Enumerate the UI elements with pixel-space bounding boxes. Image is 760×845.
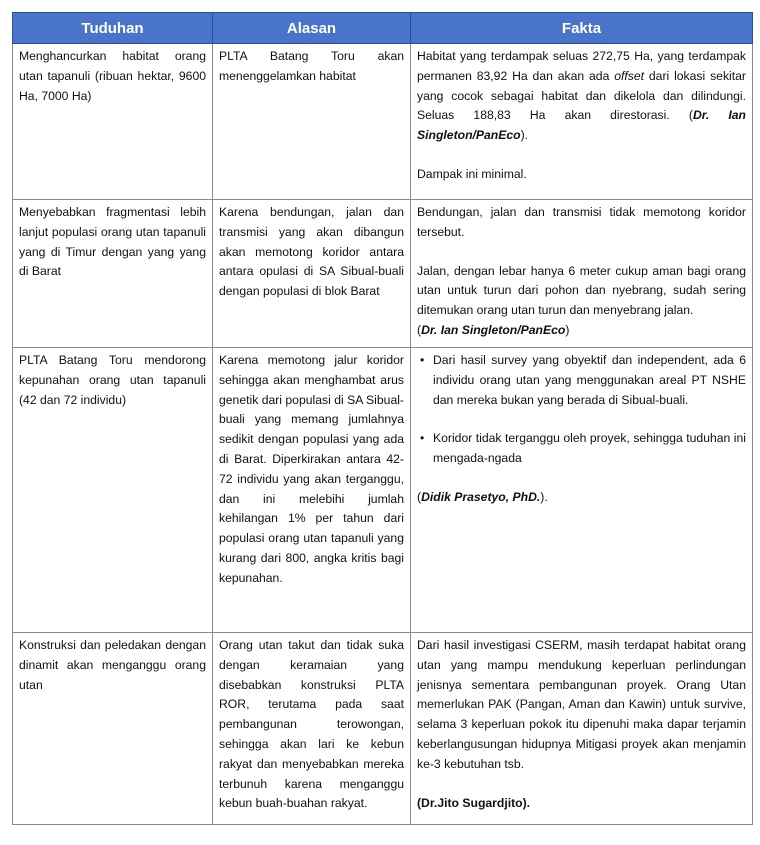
cell-fakta: [411, 44, 753, 200]
paren-open: (: [417, 322, 422, 337]
fakta-paragraph: [417, 47, 746, 146]
fakta-paragraph: Bendungan, jalan dan transmisi tidak memotong koridor tersebut.: [417, 205, 746, 239]
alasan-text: Karena bendungan, jalan dan transmisi yang akan dibangun akan memotong koridor antara antara opulasi di SA Sibual-buali dengan populasi di blok Barat: [219, 205, 404, 299]
cell-tuduhan: [13, 348, 213, 633]
fakta-paragraph: Dampak ini minimal.: [417, 166, 527, 181]
cell-tuduhan: [13, 633, 213, 825]
fakta-paragraph: Jalan, dengan lebar hanya 6 meter cukup aman bagi orang utan untuk turun dari pohon dan nyebrang, sudah sering ditemukan orang utan turun dan menyebrang jalan.: [417, 263, 746, 318]
alasan-text: Karena memotong jalur koridor sehingga akan menghambat arus genetik dari populasi di SA Sibual-buali yang memang jumlahnya sedikit dengan populasi yang ada di Barat. Diperkirakan antara 42-72 individu yang akan terganggu, dan ini melebihi jumlah kehilangan 1% per tahun dari populasi orang utan tapanuli yang kurang dari 800, angka kritis bagi kepunahan.: [219, 353, 404, 585]
table-row: [13, 44, 753, 200]
alasan-text: PLTA Batang Toru akan menenggelamkan habitat: [219, 49, 404, 83]
fakta-text: ).: [520, 128, 529, 143]
header-tuduhan: Tuduhan: [13, 13, 213, 44]
list-item: • Dari hasil survey yang obyektif dan independent, ada 6 individu orang utan yang menggunakan areal PT NSHE dan mereka bukan yang berada di Sibual-buali.: [433, 351, 746, 410]
cell-fakta: [411, 200, 753, 348]
fakta-bullet-list: [417, 351, 746, 469]
tuduhan-text: Konstruksi dan peledakan dengan dinamit akan menganggu orang utan: [19, 638, 206, 692]
cell-tuduhan: [13, 200, 213, 348]
fakta-citation-line: [417, 488, 746, 508]
tuduhan-text: Menghancurkan habitat orang utan tapanuli (ribuan hektar, 9600 Ha, 7000 Ha): [19, 49, 206, 103]
fakta-text: Habitat yang terdampak seluas 272,75 Ha, yang terdampak permanen 83,92 Ha dan akan ada: [417, 49, 746, 83]
tuduhan-text: Menyebabkan fragmentasi lebih lanjut populasi orang utan tapanuli yang di Timur dengan yang yang di Barat: [19, 205, 206, 279]
header-fakta: Fakta: [411, 13, 753, 44]
document-page: [12, 12, 752, 825]
cell-alasan: [213, 44, 411, 200]
fakta-citation: (Dr.Jito Sugardjito).: [417, 795, 531, 810]
cell-alasan: [213, 348, 411, 633]
table-header-row: [13, 13, 753, 44]
cell-tuduhan: [13, 44, 213, 200]
fakta-paragraph: Dari hasil investigasi CSERM, masih terdapat habitat orang utan yang mampu mendukung keperluan perlindungan jenisnya sementara pembangunan proyek. Orang Utan memerlukan PAK (Pangan, Aman dan Kawin) untuk survive, selama 3 keperluan pokok itu dipenuhi maka dapar terjamin keberlangusungan hidupnya Mitigasi proyek akan menjamin ke-3 kebutuhan tsb.: [417, 638, 746, 771]
alasan-text: Orang utan takut dan tidak suka dengan keramaian yang disebabkan konstruksi PLTA ROR, terutama pada saat pembangunan terowongan, sehingga akan lari ke kebun rakyat dan menyebabkan mereka terbunuh karena menganggu kebun buah-buahan rakyat.: [219, 638, 404, 811]
paren-close: ): [565, 322, 570, 337]
cell-fakta: [411, 633, 753, 825]
fakta-citation: Didik Prasetyo, PhD.: [421, 489, 541, 504]
table-row: [13, 633, 753, 825]
fakta-text: dari lokasi sekitar yang cocok sebagai habitat dan dikelola dan dilindungi. Seluas 188,83 Ha akan direstorasi. (: [417, 68, 746, 123]
paren-close: ).: [540, 489, 548, 504]
list-item: • Koridor tidak terganggu oleh proyek, sehingga tuduhan ini mengada-ngada: [433, 429, 746, 469]
fakta-citation-line: [417, 321, 746, 341]
paren-open: (: [417, 489, 422, 504]
fakta-emphasis: offset: [614, 68, 645, 83]
table-row: [13, 200, 753, 348]
tuduhan-text: PLTA Batang Toru mendorong kepunahan orang utan tapanuli (42 dan 72 individu): [19, 353, 206, 407]
cell-fakta: [411, 348, 753, 633]
cell-alasan: [213, 200, 411, 348]
table-row: [13, 348, 753, 633]
cell-alasan: [213, 633, 411, 825]
fakta-citation: Dr. Ian Singleton/PanEco: [421, 322, 566, 337]
header-alasan: Alasan: [213, 13, 411, 44]
accusation-fact-table: [12, 12, 753, 825]
fakta-citation: Dr. Ian Singleton/PanEco: [417, 108, 746, 143]
